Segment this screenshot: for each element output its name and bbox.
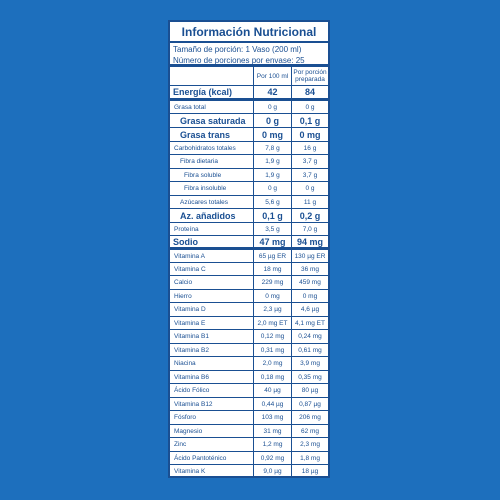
value-per-100ml: 0,44 µg (254, 398, 292, 410)
value-per-serving: 4,6 µg (300, 306, 320, 313)
value-per-100ml: 47 mg (254, 236, 292, 247)
value-per-100ml: 0 mg (254, 290, 292, 302)
nutrient-name: Azúcares totales (170, 196, 254, 208)
nutrient-name: Ácido Pantoténico (170, 452, 254, 464)
nutrient-row (170, 290, 328, 303)
nutrient-name: Zinc (170, 438, 254, 451)
value-per-serving: 0,1 g (299, 115, 321, 126)
nutrient-row (170, 101, 328, 114)
nutrient-row (170, 438, 328, 452)
nutrient-row (170, 263, 328, 276)
nutrient-row (170, 465, 328, 478)
value-per-100ml: 0 mg (254, 128, 292, 141)
nutrient-name: Carbohidratos totales (170, 142, 254, 154)
nutrient-row (170, 209, 328, 223)
nutrient-name: Sodio (170, 236, 254, 247)
value-per-100ml: 0,1 g (254, 209, 292, 222)
nutrient-row (170, 344, 328, 357)
value-per-100ml: 31 mg (254, 425, 292, 437)
nutrient-table (170, 86, 328, 478)
nutrient-row (170, 128, 328, 142)
value-per-serving: 3,7 g (302, 171, 318, 179)
serving-size: Tamaño de porción: 1 Vaso (200 ml) (173, 45, 302, 54)
value-per-100ml: 3,5 g (254, 223, 292, 235)
value-per-serving: 7,0 g (302, 225, 318, 233)
nutrient-row (170, 317, 328, 330)
nutrient-row (170, 169, 328, 182)
value-per-serving: 0 mg (302, 292, 318, 300)
nutrient-name: Az. añadidos (170, 209, 254, 222)
value-per-serving: 0,35 mg (298, 373, 322, 381)
value-per-100ml: 1,9 g (254, 155, 292, 168)
value-per-100ml: 0 g (254, 101, 292, 113)
nutrient-row (170, 276, 328, 290)
value-per-serving: 11 g (303, 198, 317, 206)
nutrient-row (170, 236, 328, 250)
nutrient-row (170, 196, 328, 209)
value-per-100ml: 2,3 µg (254, 303, 292, 316)
nutrient-name: Vitamina D (170, 303, 254, 316)
value-per-100ml: 42 (254, 86, 292, 98)
nutrient-name: Energía (kcal) (170, 86, 254, 98)
value-per-serving: 0,61 mg (298, 346, 322, 354)
nutrient-row (170, 411, 328, 425)
value-per-serving: 0,2 g (299, 210, 321, 221)
nutrient-row (170, 371, 328, 384)
value-per-serving: 80 µg (301, 387, 319, 394)
value-per-100ml: 0,12 mg (254, 330, 292, 343)
value-per-serving: 0,24 mg (298, 333, 322, 340)
nutrient-name: Fósforo (170, 411, 254, 424)
nutrient-row (170, 357, 328, 371)
per-serving-header: Por porción preparada (293, 69, 327, 83)
nutrient-name: Grasa saturada (170, 114, 254, 127)
value-per-serving: 459 mg (299, 279, 321, 286)
value-per-serving: 1,8 mg (300, 454, 320, 462)
nutrient-name: Vitamina A (170, 250, 254, 262)
nutrient-name: Vitamina B1 (170, 330, 254, 343)
nutrient-row (170, 86, 328, 101)
nutrient-name: Grasa total (170, 101, 254, 113)
value-per-serving: 62 mg (300, 427, 320, 435)
nutrient-row (170, 182, 328, 196)
nutrient-name: Ácido Fólico (170, 384, 254, 397)
value-per-100ml: 1,9 g (254, 169, 292, 181)
value-per-100ml: 9,0 µg (254, 465, 292, 477)
value-per-100ml: 0 g (254, 182, 292, 195)
value-per-100ml: 40 µg (254, 384, 292, 397)
nutrient-row (170, 330, 328, 344)
nutrient-name: Fibra dietaria (170, 155, 254, 168)
value-per-100ml: 2,0 mg (254, 357, 292, 370)
nutrient-row (170, 425, 328, 438)
value-per-100ml: 0 g (254, 114, 292, 127)
nutrient-name: Vitamina B12 (170, 398, 254, 410)
nutrient-name: Proteína (170, 223, 254, 235)
nutrient-name: Fibra soluble (170, 169, 254, 181)
value-per-serving: 0 g (305, 103, 315, 111)
value-per-serving: 18 µg (301, 467, 319, 475)
nutrient-row (170, 303, 328, 317)
value-per-100ml: 0,92 mg (254, 452, 292, 464)
nutrient-row (170, 114, 328, 128)
column-header (170, 67, 328, 86)
nutrient-name: Vitamina C (170, 263, 254, 275)
label-title: Información Nutricional (170, 22, 328, 43)
servings-per-container: Número de porciones por envase: 25 (173, 56, 305, 65)
nutrient-row (170, 142, 328, 155)
value-per-100ml: 18 mg (254, 263, 292, 275)
nutrient-name: Hierro (170, 290, 254, 302)
value-per-100ml: 2,0 mg ET (254, 317, 292, 329)
nutrient-row (170, 384, 328, 398)
nutrient-row (170, 398, 328, 411)
value-per-100ml: 5,6 g (254, 196, 292, 208)
value-per-serving: 3,9 mg (300, 360, 320, 367)
value-per-100ml: 1,2 mg (254, 438, 292, 451)
value-per-100ml: 0,18 mg (254, 371, 292, 383)
value-per-serving: 4,1 mg ET (295, 319, 325, 327)
nutrition-facts-label (168, 20, 330, 478)
nutrient-name: Calcio (170, 276, 254, 289)
value-per-serving: 0,87 µg (299, 400, 321, 408)
value-per-serving: 206 mg (299, 414, 321, 421)
nutrient-row (170, 452, 328, 465)
value-per-serving: 36 mg (300, 265, 320, 273)
nutrient-name: Vitamina B6 (170, 371, 254, 383)
value-per-100ml: 229 mg (254, 276, 292, 289)
per-100ml-header: Por 100 ml (254, 67, 292, 85)
value-per-serving: 16 g (303, 144, 317, 152)
value-per-100ml: 7,8 g (254, 142, 292, 154)
nutrient-name: Vitamina E (170, 317, 254, 329)
nutrient-name: Niacina (170, 357, 254, 370)
nutrient-name: Vitamina B2 (170, 344, 254, 356)
value-per-100ml: 65 µg ER (254, 250, 292, 262)
value-per-serving: 0 g (305, 185, 315, 192)
value-per-serving: 2,3 mg (300, 441, 320, 448)
nutrient-row (170, 250, 328, 263)
value-per-serving: 0 mg (299, 129, 321, 140)
serving-info (170, 43, 328, 67)
nutrient-row (170, 223, 328, 236)
nutrient-row (170, 155, 328, 169)
value-per-100ml: 103 mg (254, 411, 292, 424)
nutrient-name: Vitamina K (170, 465, 254, 477)
nutrient-name: Magnesio (170, 425, 254, 437)
nutrient-name: Grasa trans (170, 128, 254, 141)
value-per-serving: 3,7 g (302, 158, 318, 165)
value-per-serving: 130 µg ER (294, 252, 326, 260)
value-per-100ml: 0,31 mg (254, 344, 292, 356)
value-per-serving: 94 mg (296, 236, 323, 247)
value-per-serving: 84 (304, 87, 315, 97)
nutrient-name: Fibra insoluble (170, 182, 254, 195)
